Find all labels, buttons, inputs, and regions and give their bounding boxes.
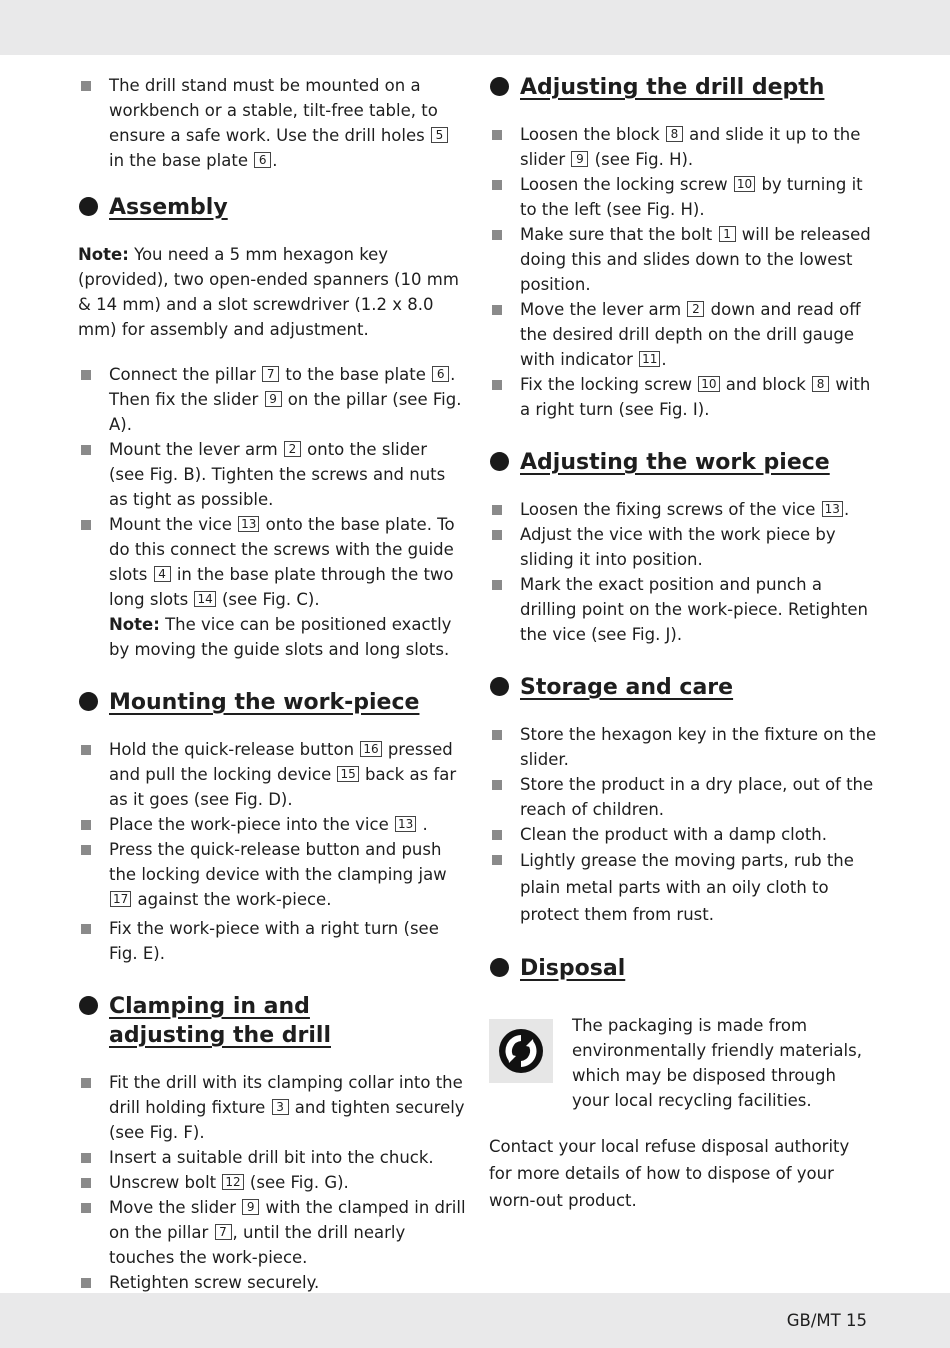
list-item: Make sure that the bolt 1 will be released doing this and slides down to the lowest position. <box>489 222 877 297</box>
contact-text: Contact your local refuse disposal authority for more details of how to dispose of your worn-out product. <box>489 1137 850 1210</box>
list-item: Move the slider 9 with the clamped in drill on the pillar 7 , until the drill nearly touches the work-piece. <box>78 1195 466 1270</box>
header-band <box>0 0 950 55</box>
part-number-box: 3 <box>272 1099 289 1115</box>
clamping-steps <box>78 1070 466 1295</box>
part-number-box: 10 <box>698 376 719 392</box>
list-item: Fix the locking screw 10 and block 8 with a right turn (see Fig. I). <box>489 372 877 422</box>
list-item: Connect the pillar 7 to the base plate 6 . Then fix the slider 9 on the pillar (see Fig. A). <box>78 362 466 437</box>
list-item: Loosen the block 8 and slide it up to the slider 9 (see Fig. H). <box>489 122 877 172</box>
part-number-box: 8 <box>812 376 829 392</box>
list-item: Loosen the locking screw 10 by turning it to the left (see Fig. H). <box>489 172 877 222</box>
list-item: Place the work-piece into the vice 13 . <box>78 812 466 837</box>
part-number-box: 11 <box>639 351 660 367</box>
bullet-dot-icon <box>79 996 98 1015</box>
bullet-dot-icon <box>490 452 509 471</box>
list-item-text: Mount the vice 13 onto the base plate. To do this connect the screws with the guide slots 4 in the base plate through the two long slots 14 (see Fig. C). <box>109 515 455 609</box>
section-heading-storage: Storage and care <box>489 673 877 702</box>
bullet-dot-icon <box>490 677 509 696</box>
section-heading-drill-depth: Adjusting the drill depth <box>489 73 877 102</box>
storage-steps <box>489 722 877 928</box>
bullet-dot-icon <box>79 197 98 216</box>
section-heading-assembly: Assembly <box>78 193 466 222</box>
list-item: Fix the work-piece with a right turn (see Fig. E). <box>78 916 466 966</box>
note-text: The vice can be positioned exactly by moving the guide slots and long slots. <box>109 615 452 659</box>
part-number-box: 17 <box>110 891 131 907</box>
mounting-steps <box>78 737 466 966</box>
work-piece-steps <box>489 497 877 647</box>
part-number-box: 10 <box>734 176 755 192</box>
section-heading-clamping: Clamping in and adjusting the drill <box>78 992 466 1050</box>
list-item: Adjust the vice with the work piece by sliding it into position. <box>489 522 877 572</box>
part-number-box: 13 <box>822 501 843 517</box>
list-item: Mount the lever arm 2 onto the slider (see Fig. B). Tighten the screws and nuts as tight as possible. <box>78 437 466 512</box>
list-item: Insert a suitable drill bit into the chuck. <box>78 1145 466 1170</box>
part-number-box: 7 <box>262 366 279 382</box>
list-item: Lightly grease the moving parts, rub the plain metal parts with an oily cloth to protect them from rust. <box>489 847 877 928</box>
part-number-box: 2 <box>284 441 301 457</box>
list-item: Clean the product with a damp cloth. <box>489 822 877 847</box>
part-number-box: 13 <box>238 516 259 532</box>
list-item: Fit the drill with its clamping collar into the drill holding fixture 3 and tighten securely (see Fig. F). <box>78 1070 466 1145</box>
section-heading-work-piece: Adjusting the work piece <box>489 448 877 477</box>
part-number-box: 13 <box>395 816 416 832</box>
part-number-box: 7 <box>215 1224 232 1240</box>
list-item <box>78 512 466 662</box>
part-number-box: 4 <box>154 566 171 582</box>
part-number-box: 9 <box>242 1199 259 1215</box>
disposal-block <box>489 1013 877 1113</box>
list-item: Mark the exact position and punch a drilling point on the work-piece. Retighten the vice (see Fig. J). <box>489 572 877 647</box>
part-number-box: 8 <box>666 126 683 142</box>
part-number-box: 5 <box>431 127 448 143</box>
bullet-dot-icon <box>490 77 509 96</box>
assembly-steps <box>78 362 466 662</box>
part-number-box: 6 <box>432 366 449 382</box>
right-column <box>489 73 877 1214</box>
list-item: Loosen the fixing screws of the vice 13 . <box>489 497 877 522</box>
list-item: The drill stand must be mounted on a workbench or a stable, tilt-free table, to ensure a safe work. Use the drill holes 5 in the base plate 6 . <box>78 73 466 173</box>
list-item: Store the product in a dry place, out of the reach of children. <box>489 772 877 822</box>
part-number-box: 14 <box>194 591 215 607</box>
part-number-box: 16 <box>360 741 381 757</box>
part-number-box: 9 <box>571 151 588 167</box>
section-heading-mounting: Mounting the work-piece <box>78 688 466 717</box>
left-column <box>78 73 466 1295</box>
packaging-text: The packaging is made from environmentally friendly materials, which may be disposed through your local recycling facilities. <box>572 1016 862 1110</box>
assembly-step-note <box>109 612 466 662</box>
section-heading-disposal: Disposal <box>489 954 877 983</box>
bullet-dot-icon <box>490 958 509 977</box>
list-item: Move the lever arm 2 down and read off the desired drill depth on the drill gauge with indicator 11 . <box>489 297 877 372</box>
note-label: Note: <box>78 245 129 264</box>
intro-list <box>78 73 466 173</box>
list-item: Unscrew bolt 12 (see Fig. G). <box>78 1170 466 1195</box>
green-dot-recycling-icon <box>489 1019 553 1083</box>
drill-depth-steps <box>489 122 877 422</box>
part-number-box: 2 <box>687 301 704 317</box>
page-number: GB/MT 15 <box>786 1311 867 1330</box>
part-number-box: 9 <box>265 391 282 407</box>
assembly-note <box>78 242 466 342</box>
list-item: Press the quick-release button and push the locking device with the clamping jaw 17 against the work-piece. <box>78 837 466 912</box>
note-text: You need a 5 mm hexagon key (provided), two open-ended spanners (10 mm & 14 mm) and a slot screwdriver (1.2 x 8.0 mm) for assembly and adjustment. <box>78 245 459 339</box>
part-number-box: 6 <box>254 152 271 168</box>
note-label: Note: <box>109 615 160 634</box>
bullet-dot-icon <box>79 692 98 711</box>
part-number-box: 12 <box>222 1174 243 1190</box>
list-item: Store the hexagon key in the fixture on the slider. <box>489 722 877 772</box>
part-number-box: 15 <box>337 766 358 782</box>
list-item: Retighten screw securely. <box>78 1270 466 1295</box>
part-number-box: 1 <box>719 226 736 242</box>
list-item: Hold the quick-release button 16 pressed and pull the locking device 15 back as far as it goes (see Fig. D). <box>78 737 466 812</box>
